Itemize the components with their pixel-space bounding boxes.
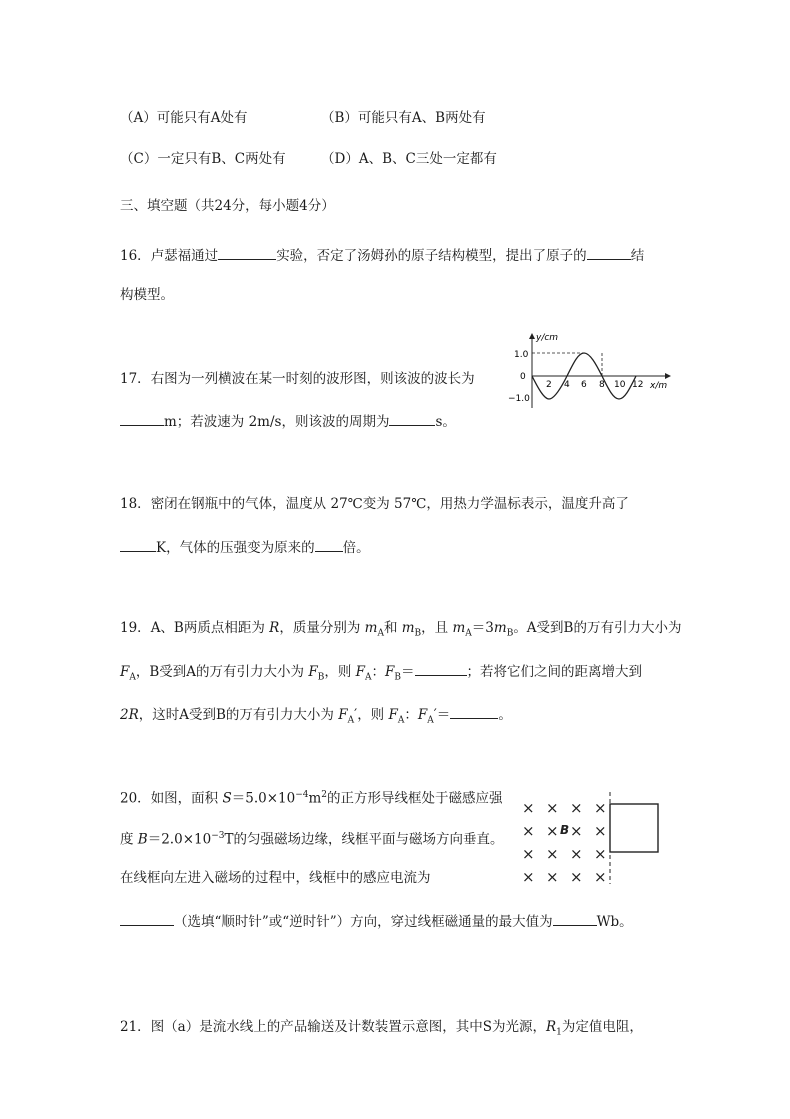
wave-graph: [498, 328, 678, 412]
answer-blank[interactable]: [587, 245, 631, 260]
cross-mark: ×: [546, 868, 559, 884]
cross-mark: ×: [570, 822, 583, 840]
answer-blank[interactable]: [120, 537, 156, 552]
field-label: B: [560, 823, 570, 837]
question-18-line-2: K，气体的压强变为原来的 倍。: [120, 537, 370, 557]
question-number: 19．: [120, 620, 151, 636]
question-20-line-2: 度 $B=2.0\times 10^{-3}T$的匀强磁场边缘，线框平面与磁场方向垂直。: [120, 831, 504, 848]
x-axis-label: x/m: [650, 381, 668, 391]
x-tick-8: 8: [599, 380, 605, 390]
question-number: 21．: [120, 1019, 151, 1035]
x-tick-10: 10: [614, 380, 626, 390]
question-16-line-2: 构模型。: [120, 287, 174, 303]
y-tick-neg1: −1.0: [508, 394, 530, 404]
answer-blank[interactable]: [415, 661, 467, 676]
question-19-line-1: 19．A、B两质点相距为 R，质量分别为 $m_A$和 $m_B$，且 $m_A=3m_B$。A受到B的万有引力大小为: [120, 620, 682, 639]
cross-mark: ×: [522, 799, 535, 817]
y-tick-1: 1.0: [514, 350, 529, 360]
question-17-line-2: m；若波速为 2m/s，则该波的周期为 s。: [120, 411, 456, 431]
magnetic-field-figure: [516, 792, 666, 884]
x-tick-2: 2: [546, 380, 552, 390]
question-20-line-3: 在线框向左进入磁场的过程中，线框中的感应电流为: [120, 870, 431, 886]
answer-blank[interactable]: [553, 911, 597, 926]
cross-mark: ×: [546, 845, 559, 863]
y-tick-0: 0: [520, 372, 526, 382]
answer-blank[interactable]: [315, 537, 343, 552]
x-tick-4: 4: [564, 380, 570, 390]
question-17-line-1: 17．右图为一列横波在某一时刻的波形图，则该波的波长为: [120, 371, 475, 387]
cross-mark: ×: [570, 868, 583, 884]
cross-mark: ×: [522, 822, 535, 840]
question-number: 16．: [120, 248, 151, 264]
option-a: （A）可能只有A处有: [120, 110, 248, 126]
answer-blank[interactable]: [450, 704, 498, 719]
question-18-line-1: 18．密闭在钢瓶中的气体，温度从 27℃变为 57℃，用热力学温标表示，温度升高了: [120, 496, 629, 512]
question-20-line-4: （选填“顺时针”或“逆时针”）方向，穿过线框磁通量的最大值为 Wb。: [120, 911, 633, 931]
square-coil: [610, 804, 658, 852]
question-number: 20．: [120, 790, 151, 807]
answer-blank[interactable]: [389, 411, 435, 426]
cross-mark: ×: [570, 845, 583, 863]
question-16-line-1: 16．卢瑟福通过 实验，否定了汤姆孙的原子结构模型，提出了原子的 结: [120, 245, 644, 265]
answer-blank[interactable]: [120, 911, 174, 926]
cross-mark: ×: [570, 799, 583, 817]
cross-mark: ×: [594, 799, 607, 817]
option-b: （B）可能只有A、B两处有: [321, 110, 486, 126]
y-axis-label: y/cm: [536, 333, 559, 343]
cross-mark: ×: [594, 822, 607, 840]
answer-blank[interactable]: [218, 245, 276, 260]
question-19-line-2: $F_A$，B受到A的万有引力大小为 $F_B$，则 $F_A$：$F_B=$ ；若将它们之间的距离增大到: [120, 661, 642, 687]
cross-mark: ×: [546, 822, 559, 840]
x-tick-6: 6: [581, 380, 587, 390]
cross-mark: ×: [522, 845, 535, 863]
cross-mark: ×: [594, 845, 607, 863]
question-20-line-1: 20．如图，面积 $S=5.0\times 10^{-4}m^2$的正方形导线框处于磁感应强: [120, 790, 503, 807]
cross-mark: ×: [546, 799, 559, 817]
cross-mark: ×: [594, 868, 607, 884]
question-number: 17．: [120, 371, 151, 387]
question-number: 18．: [120, 496, 151, 512]
question-19-line-3: 2R，这时A受到B的万有引力大小为 $F_A'$，则 $F_A$：$F_A'=$ 。: [120, 704, 512, 730]
cross-mark: ×: [522, 868, 535, 884]
option-d: （D）A、B、C三处一定都有: [321, 151, 497, 167]
x-tick-12: 12: [632, 380, 644, 390]
answer-blank[interactable]: [120, 411, 164, 426]
field-crosses: [522, 799, 607, 884]
section-heading: 三、填空题（共24分，每小题4分）: [120, 198, 335, 214]
question-21-line-1: 21．图（a）是流水线上的产品输送及计数装置示意图，其中S为光源，$R_1$为定值电阻，: [120, 1019, 643, 1038]
option-c: （C）一定只有B、C两处有: [120, 151, 286, 167]
